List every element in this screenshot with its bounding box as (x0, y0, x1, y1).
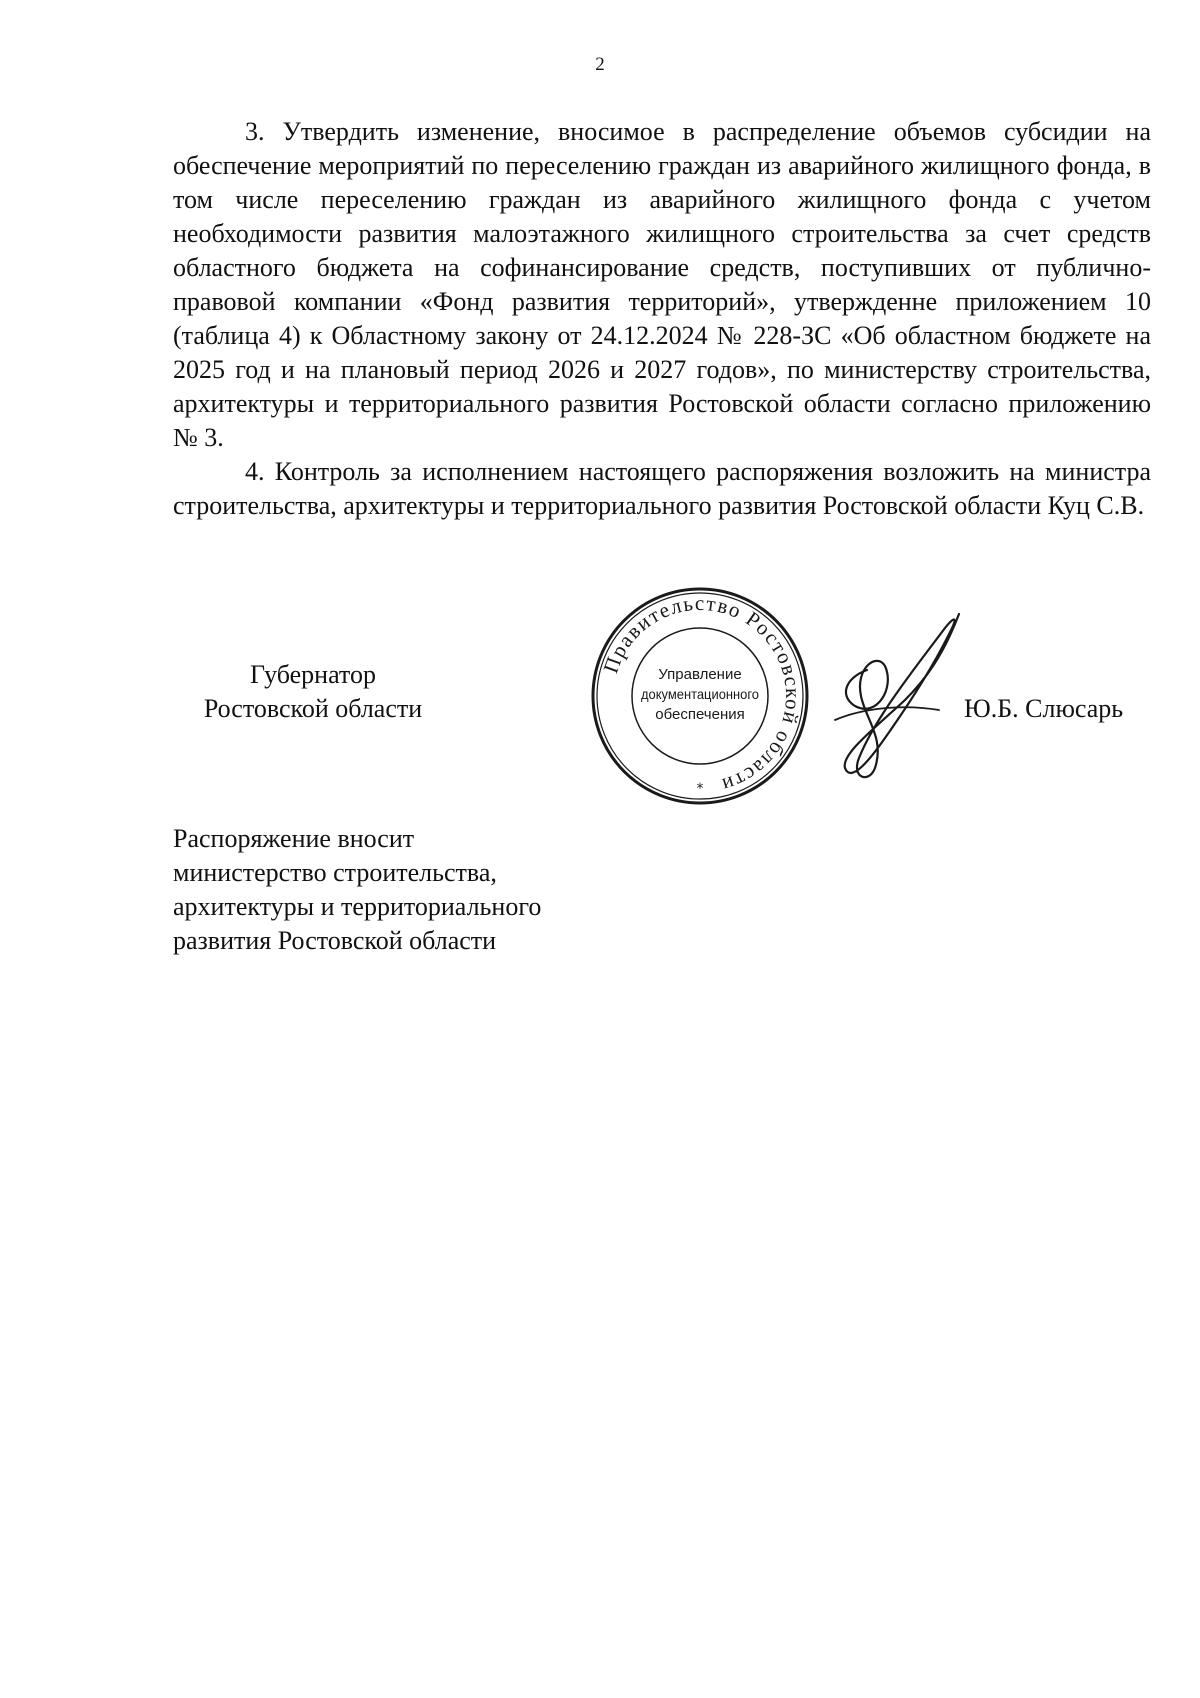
official-stamp (589, 585, 811, 807)
paragraph-4: 4. Контроль за исполнением настоящего распоряжения возложить на министра строительства, архитектуры и территориального развития Ростовской области Куц С.В. (173, 457, 1151, 520)
footer-note (173, 822, 541, 958)
footer-note-line-3: архитектуры и территориального (173, 892, 542, 921)
paragraph-3: 3. Утвердить изменение, вносимое в распределение объемов субсидии на обеспечение мероприятий по переселению граждан из аварийного жилищного фонда, в том числе переселению граждан из аварийного жилищного фонда с учетом необходимости развития малоэтажного жилищного строительства за счет средств областного бюджета на софинансирование средств, поступивших от публично-правовой компании «Фонд развития территорий», утвержденне приложением 10 (таблица 4) к Областному закону от 24.12.2024 № 228-ЗС «Об областном бюджете на 2025 год и на плановый период 2026 и 2027 годов», по министерству строительства, архитектуры и территориального развития Ростовской области согласно приложению № 3. (173, 117, 1151, 452)
signer-title (183, 658, 443, 726)
stamp-outer-text: Правительство Ростовской области (598, 590, 806, 799)
signer-title-line-1: Губернатор (250, 660, 376, 689)
stamp-inner-line-1: Управление (658, 666, 742, 683)
stamp-star-icon: * (696, 781, 704, 797)
stamp-inner-line-3: обеспечения (655, 706, 745, 723)
stamp-inner-line-2: документационного (641, 686, 760, 702)
footer-note-line-2: министерство строительства, (173, 858, 497, 887)
signer-name: Ю.Б. Слюсарь (964, 694, 1124, 723)
handwritten-signature (815, 608, 965, 788)
footer-note-line-1: Распоряжение вносит (173, 824, 415, 853)
page-number: 2 (595, 54, 605, 75)
footer-note-line-4: развития Ростовской области (173, 926, 497, 955)
signer-title-line-2: Ростовской области (203, 694, 423, 723)
